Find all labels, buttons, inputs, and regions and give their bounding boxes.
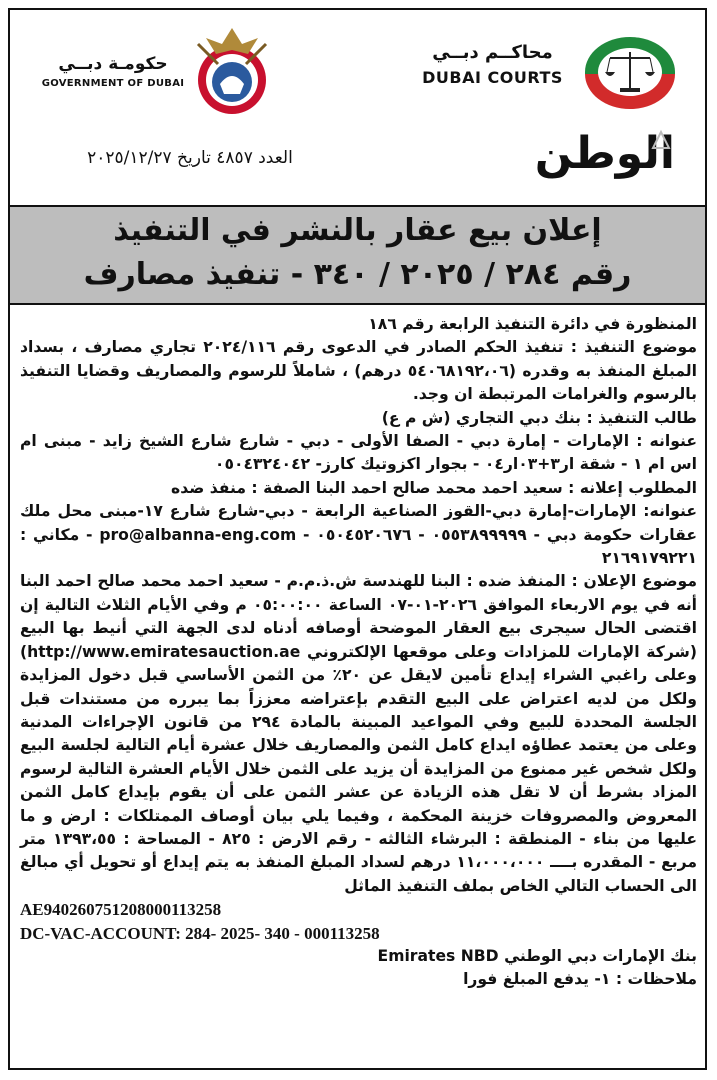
bank-line: بنك الإمارات دبي الوطني Emirates NBD: [377, 946, 697, 965]
body-line-subject: موضوع التنفيذ : تنفيذ الحكم الصادر في الدعوى رقم ٢٠٢٤/١١٦ تجاري مصارف ، بسداد المبلغ المنفذ به وقدره (٥٤٠٦٨١٩٢،٠٦ درهم) ، شاملاً للرسوم والمصاريف وقضايا التنفيذ بالرسوم والغرامات المرتبطة ان وجد.: [20, 338, 697, 404]
body-line-claimant: طالب التنفيذ : بنك دبي التجاري (ش م ع): [381, 408, 697, 427]
government-name-english: GOVERNMENT OF DUBAI: [41, 78, 185, 89]
courts-name-english: DUBAI COURTS: [422, 68, 563, 87]
body-line-circuit: المنظورة في دائرة التنفيذ الرابعة رقم ١٨٦: [368, 315, 697, 333]
notice-body: [20, 313, 697, 992]
issue-number-date: العدد ٤٨٥٧ تاريخ ٢٠٢٥/١٢/٢٧: [87, 148, 293, 168]
notes-line: ملاحظات : ١- يدفع المبلغ فورا: [463, 970, 697, 989]
scales-of-justice-icon: [575, 32, 685, 112]
newspaper-mark-icon: [649, 128, 673, 152]
courts-name-arabic: محاكــم دبــي: [432, 42, 553, 63]
government-name-arabic: حكومـة دبــي: [58, 54, 168, 74]
body-line-respondent-address: عنوانه: الإمارات-إمارة دبي-القوز الصناعية الرابعة - دبي-شارع شارع ١٧-مبنى محل ملك عقارات حكومة دبي - ٠٥٥٣٨٩٩٩٩٩ - ٠٥٠٤٥٢٠٦٧٦ - pro@albanna-eng.com - مكاني : ٢١٦٩١٧٩٢٢١: [20, 502, 697, 568]
body-line-notice-subject: موضوع الإعلان : المنفذ ضده : البنا للهندسة ش.ذ.م.م - سعيد احمد محمد صالح احمد البنا أنه في يوم الاربعاء الموافق ٢٠٢٦-٠١-٠٧ الساعة ٠٥:٠٠:٠٠ م وفي الأيام الثلاث التالية إن اقتضى الحال سيجرى بيع العقار الموضحة أوصافه أدناه لدى الجهة التي أنيط بها البيع (شركة الإمارات للمزادات وعلى موقعها الإلكتروني http://www.emiratesauction.ae) وعلى راغبي الشراء إيداع تأمين لايقل عن ٢٠٪ من الثمن الأساسي قبل دخول المزايدة ولكل من لديه اعتراض على البيع التقدم بإعتراضه معززاً بما يبرره من مستندات قبل الجلسة المحددة للبيع وفي المواعيد المبينة بالمادة ٢٩٤ من قانون الإجراءات المدنية وعلى من يعتمد عطاؤه ايداع كامل الثمن والمصاريف خلال عشرة أيام التالية لجلسة البيع ولكل شخص غير ممنوع من المزايدة أن يزيد على الثمن خلال الأيام العشرة التالية لرسوم المزاد بشرط أن لا تقل هذه الزيادة عن عشر الثمن على أن يقوم بإيداع كامل الثمن المعروض والمصروفات خزينة المحكمة ، وفيما يلي بيان أوصاف الممتلكات : ارض و ما عليها من بناء - المنطقة : البرشاء الثالثه - رقم الارض : ٨٢٥ - المساحة : ١٣٩٣،٥٥ متر مربع - المقدره بــــ ١١،٠٠٠،٠٠٠ درهم لسداد المبلغ المنفذ به يتم إيداع أو تحويل أي مبالغ الى الحساب التالي الخاص بملف التنفيذ الماثل: [20, 572, 698, 895]
falcon-emblem-icon: [188, 24, 276, 120]
notice-title: إعلان بيع عقار بالنشر في التنفيذ: [113, 213, 602, 248]
body-line-claimant-address: عنوانه : الإمارات - إمارة دبي - الصفا الأولى - دبي - شارع شارع الشيخ زايد - مبنى ام اس ام ١ - شقة ار٣+٠٣ار٠٤ - بجوار اكزوتيك كارز- ٠٥٠٤٣٢٤٠٤٢: [20, 432, 697, 474]
government-of-dubai-logo: [38, 20, 278, 125]
case-number-title: رقم ٢٨٤ / ٢٠٢٥ / ٣٤٠ - تنفيذ مصارف: [83, 257, 632, 292]
iban-line: AE940260751208000113258: [20, 900, 222, 920]
title-band: [10, 205, 705, 305]
account-line: DC-VAC-ACCOUNT: 284- 2025- 340 - 000113258: [20, 923, 380, 943]
advertisement-page: [8, 8, 707, 1070]
dubai-courts-logo: [415, 24, 685, 114]
body-line-respondent: المطلوب إعلانه : سعيد احمد محمد صالح احمد البنا الصفة : منفذ ضده: [171, 478, 697, 497]
header-logos: [10, 10, 705, 130]
newspaper-name: الوطن: [534, 128, 675, 179]
